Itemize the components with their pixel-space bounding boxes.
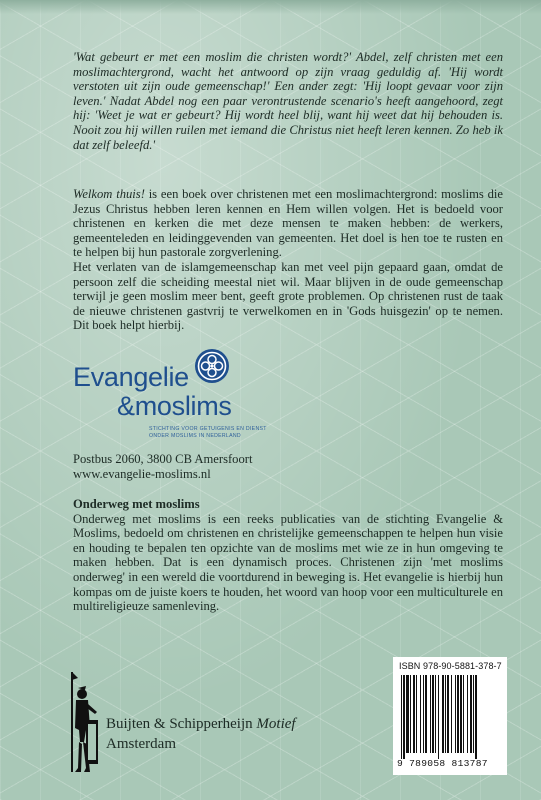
logo-word-moslims: &moslims <box>117 391 232 421</box>
postal-address: Postbus 2060, 3800 CB Amersfoort <box>73 452 253 466</box>
publisher-imprint <box>106 714 296 754</box>
book-title: Welkom thuis! <box>73 187 145 201</box>
website-url: www.evangelie-moslims.nl <box>73 466 211 481</box>
logo-word-evangelie: Evangelie <box>73 362 189 392</box>
cover-top-shadow <box>0 0 541 14</box>
contact-address <box>73 452 252 481</box>
description-paragraph-1 <box>73 187 503 260</box>
logo-tagline-line-1: STICHTING VOOR GETUIGENIS EN DIENST <box>149 426 267 432</box>
publisher-name: Buijten & Schipperheijn <box>106 716 253 732</box>
evangelie-moslims-logo <box>73 346 273 446</box>
cross-crescent-emblem-icon <box>194 348 230 384</box>
imprint-name: Motief <box>256 716 296 732</box>
book-description <box>73 187 503 333</box>
opening-quote: 'Wat gebeurt er met een moslim die christen wordt?' Abdel, zelf christen met een moslimachtergrond, wacht het antwoord op zijn vraag geduldig af. 'Hij wordt verstoten uit zijn oude gemeenschap!' Een ander zegt: 'Hij loopt gevaar voor zijn leven.' Nadat Abdel nog een paar verontrustende scenario's heeft aangehoord, zegt hij: 'Weet je wat er gebeurt? Hij wordt heel blij, want hij weet dat hij behouden is. Nooit zou hij willen ruilen met iemand die Christus niet heeft leren kennen. Zo heb ik dat zelf beleefd.' <box>73 50 503 152</box>
publisher-name-line <box>106 714 296 734</box>
logo-tagline-line-2: ONDER MOSLIMS IN NEDERLAND <box>149 433 241 439</box>
barcode-digits: 9 789058 813787 <box>397 758 488 769</box>
barcode-icon <box>399 675 501 759</box>
series-description <box>73 497 503 614</box>
description-paragraph-1-text: is een boek over christenen met een moslimachtergrond: moslims die Jezus Christus hebben leren kennen en Hem willen volgen. Het is bedoeld voor christenen en kerken die met deze mensen te maken hebben: de werkers, gemeenteleden en leidinggevenden van gemeenten. Het doel is hen toe te rusten en te helpen bij hun pastorale zorgverlening. <box>73 187 503 260</box>
series-body: Onderweg met moslims is een reeks publicaties van de stichting Evangelie & Moslims, bedoeld om christenen en christelijke gemeenschappen te helpen hun visie en houding te bepalen ten opzichte van de moslims met wie ze in hun omgeving te maken hebben. Dat is een dynamisch proces. Christenen zijn 'met moslims onderweg' in een wereld die voortdurend in beweging is. Het evangelie is hierbij hun kompas om de juiste koers te houden, het woord van hoop voor een multiculturele en multireligieuze samenleving. <box>73 511 503 614</box>
description-paragraph-2: Het verlaten van de islamgemeenschap kan met veel pijn gepaard gaan, omdat de persoon zelf die scheiding meestal niet wil. Maar blijven in de oude gemeenschap terwijl je geen moslim meer bent, geeft grote problemen. Op christenen rust de taak de nieuwe christenen gastvrij te verwelkomen en in 'Gods huisgezin' op te nemen. Dit boek helpt hierbij. <box>73 259 503 333</box>
series-heading: Onderweg met moslims <box>73 497 200 511</box>
logo-tagline <box>149 426 279 440</box>
isbn-number: ISBN 978-90-5881-378-7 <box>399 661 502 671</box>
publisher-city: Amsterdam <box>106 736 176 752</box>
isbn-barcode-box <box>393 657 507 775</box>
knight-figure-icon <box>66 668 100 776</box>
